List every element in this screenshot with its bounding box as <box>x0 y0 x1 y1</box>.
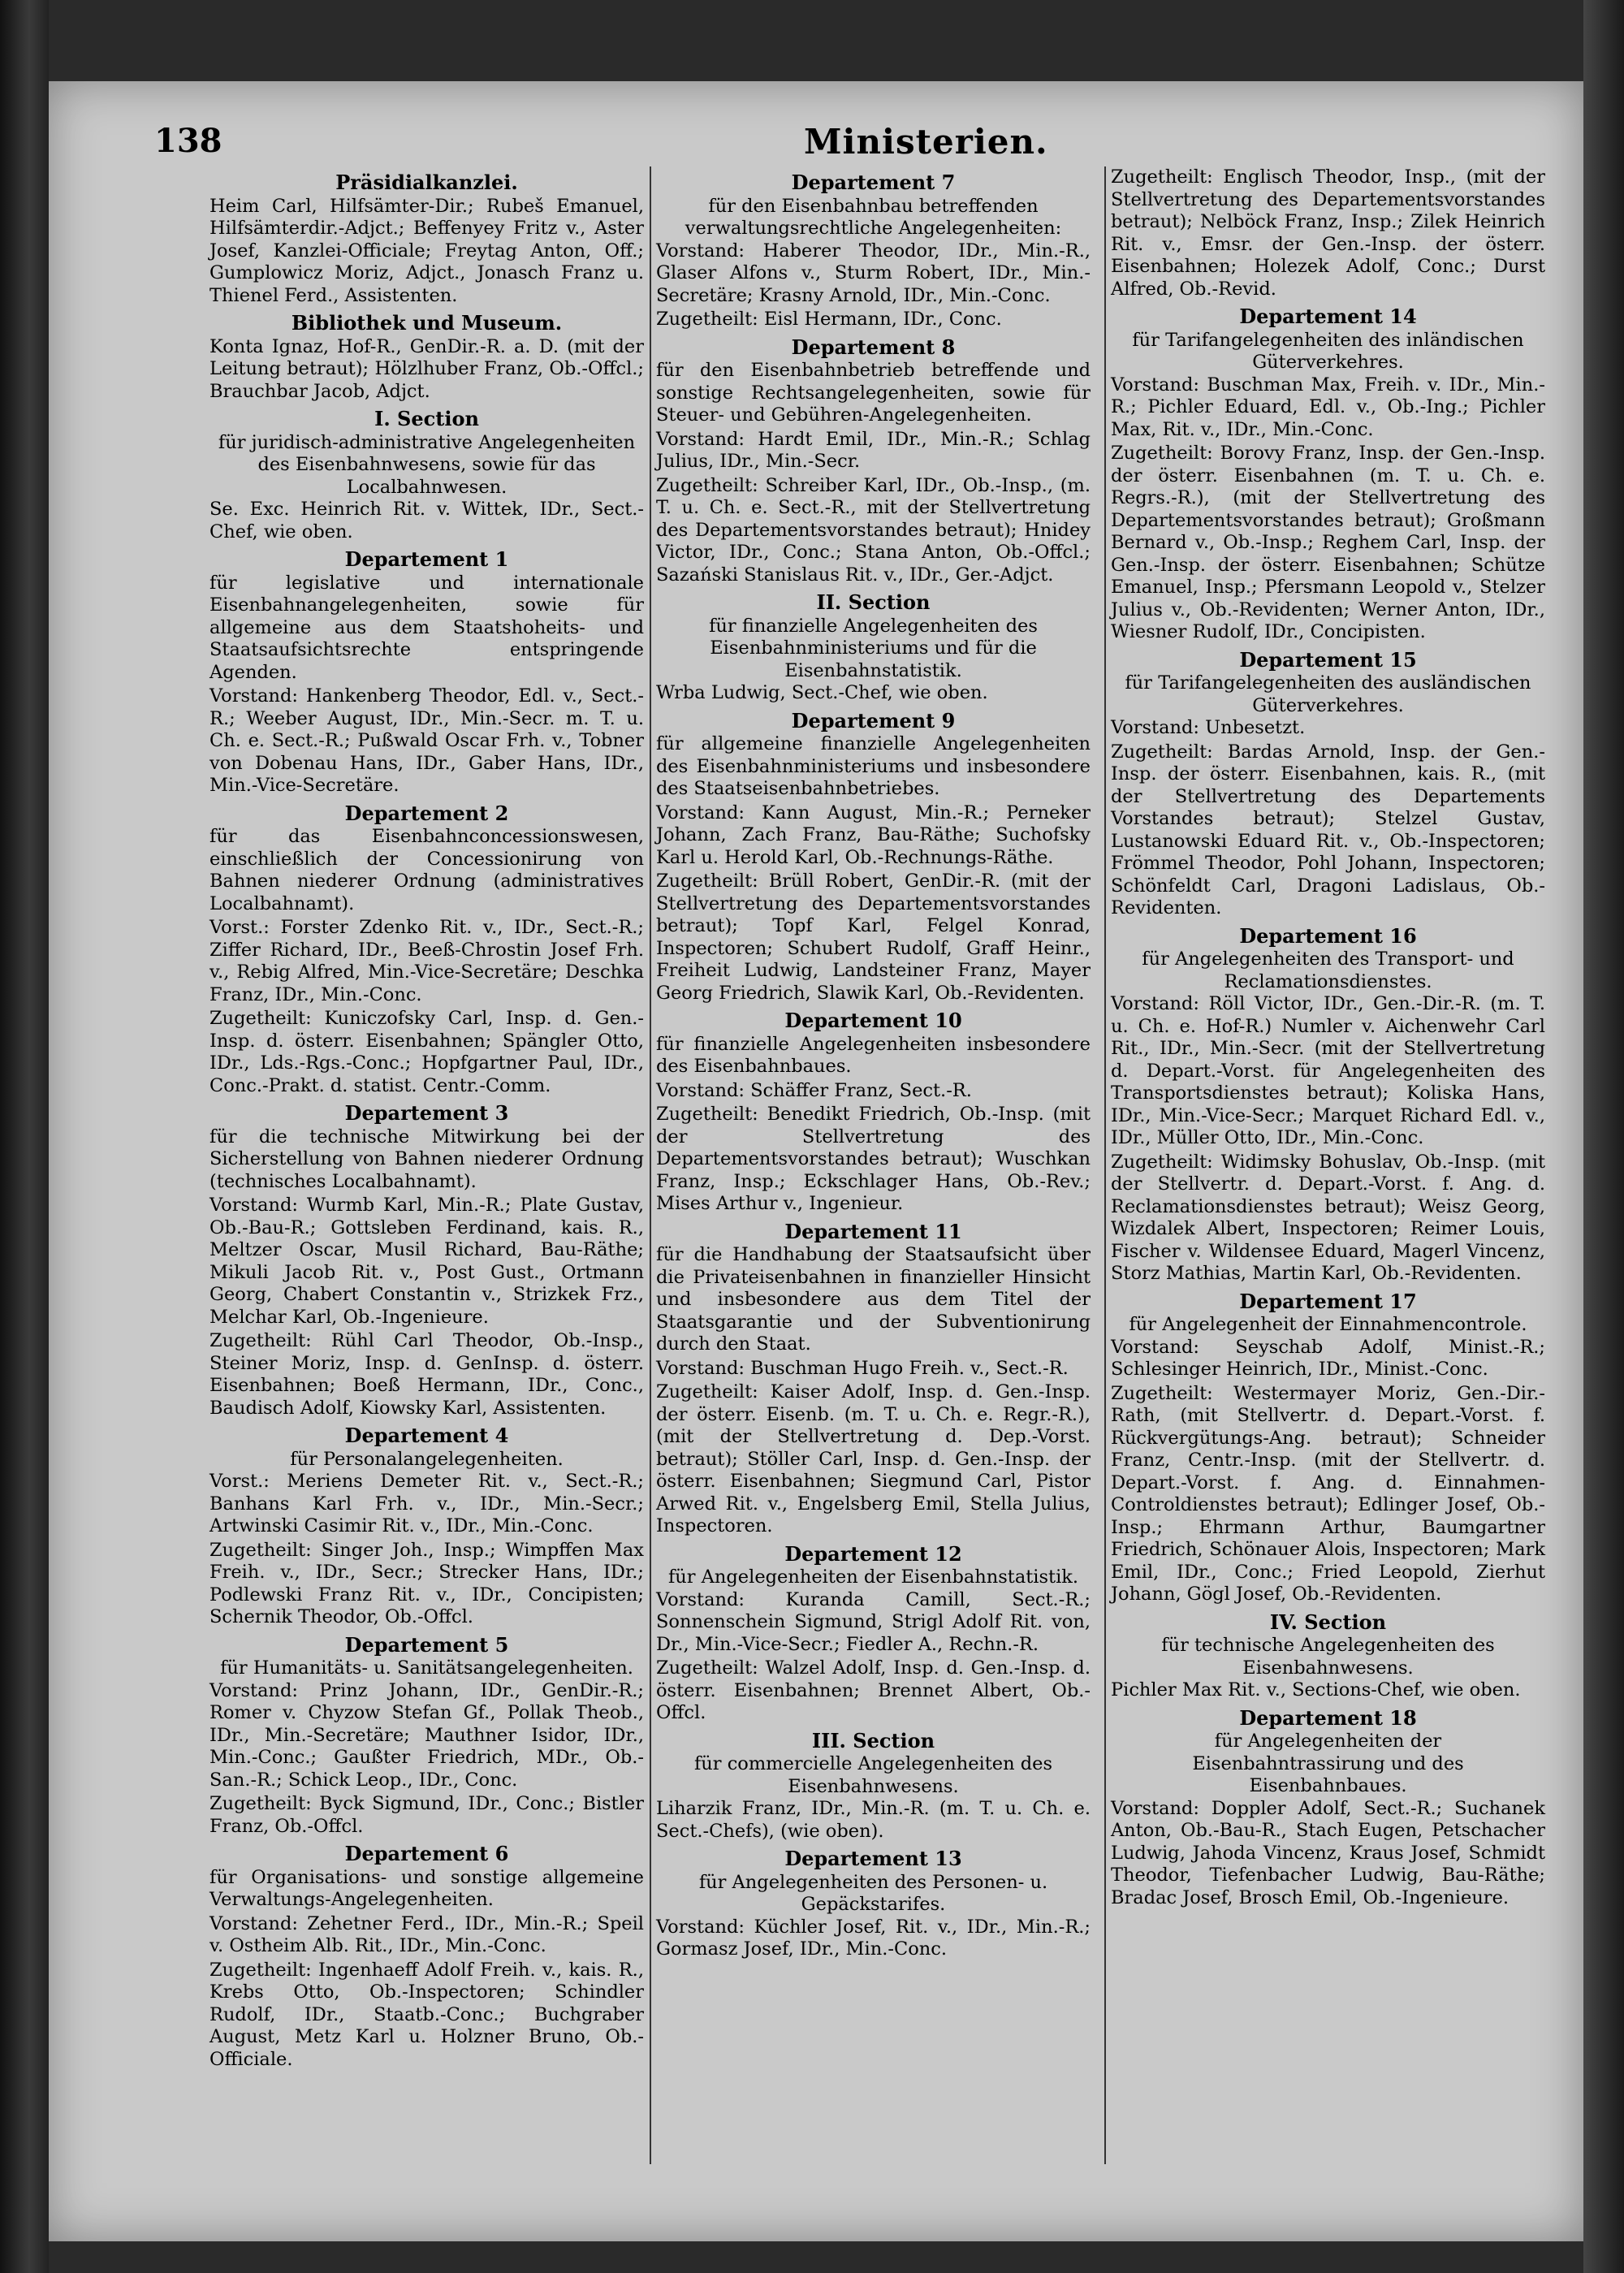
entry-paragraph: Vorstand: Prinz Johann, IDr., GenDir.-R.; Romer v. Chyzow Stefan Gf., Pollak Theob., IDr., Min.-Secretäre; Mauthner Isidor, IDr., Min.-Conc.; Gaußter Friedrich, MDr., Ob.-San.-R.; Schick Leop., IDr., Conc. <box>209 1679 644 1791</box>
entry-paragraph: Vorstand: Zehetner Ferd., IDr., Min.-R.; Speil v. Ostheim Alb. Rit., IDr., Min.-Conc. <box>209 1912 644 1956</box>
entry-paragraph: Zugetheilt: Benedikt Friedrich, Ob.-Insp. (mit der Stellvertretung des Departementsvorstandes betraut); Wuschkan Franz, Insp.; Eckschlager Hans, Ob.-Rev.; Mises Arthur v., Ingenieur. <box>656 1104 1091 1214</box>
entry-paragraph: für legislative und internationale Eisenbahnangelegenheiten, sowie für allgemeine aus dem Staatshoheits- und Staatsaufsichtsrechte entspringende Agenden. <box>209 572 644 683</box>
section-heading: IV. Section <box>1269 1610 1387 1634</box>
entry-paragraph: Vorstand: Kann August, Min.-R.; Perneker Johann, Zach Franz, Bau-Räthe; Suchofsky Karl u. Herold Karl, Ob.-Rechnungs-Räthe. <box>656 802 1091 868</box>
entry-paragraph: Zugetheilt: Kuniczofsky Carl, Insp. d. Gen.-Insp. d. österr. Eisenbahnen; Spängler Otto, IDr., Lds.-Rgs.-Conc.; Hopfgartner Paul, IDr., Conc.-Prakt. d. statist. Centr.-Comm. <box>209 1008 644 1096</box>
page-edge <box>1583 0 1624 2273</box>
entry-paragraph: für allgemeine finanzielle Angelegenheiten des Eisenbahnministeriums und insbesondere des Staatseisenbahnbetriebes. <box>656 733 1091 799</box>
section-heading: Departement 1 <box>344 547 509 571</box>
entry-paragraph: Zugetheilt: Rühl Carl Theodor, Ob.-Insp., Steiner Moriz, Insp. d. GenInsp. d. österr. Eisenbahnen; Boeß Hermann, IDr., Conc., Baudisch Adolf, Kiowsky Karl, Assistenten. <box>209 1330 644 1419</box>
section-subtitle: für Tarifangelegenheiten des ausländischen Güterverkehres. <box>1125 672 1531 716</box>
section-heading: Departement 6 <box>344 1842 509 1865</box>
column-1 <box>209 166 644 2071</box>
section-subtitle: für Angelegenheiten des Transport- und Reclamationsdienstes. <box>1142 949 1514 992</box>
section-subtitle: für Angelegenheit der Einnahmencontrole. <box>1129 1314 1527 1335</box>
section-heading: Departement 7 <box>791 171 956 194</box>
entry-paragraph: Zugetheilt: Kaiser Adolf, Insp. d. Gen.-Insp. der österr. Eisenb. (m. T. u. Ch. e. Regr.-R.), (mit der Stellvertretung d. Dep.-Vorst. betraut); Stöller Carl, Insp. d. Gen.-Insp. der österr. Eisenbahnen; Siegmund Carl, Pistor Arwed Rit. v., Engelsberg Emil, Stella Julius, Inspectoren. <box>656 1381 1091 1536</box>
entry-paragraph: Heim Carl, Hilfsämter-Dir.; Rubeš Emanuel, Hilfsämterdir.-Adjct.; Beffenyey Fritz v., Aster Josef, Kanzlei-Officiale; Freytag Anton, Off.; Gumplowicz Moriz, Adjct., Jonasch Franz u. Thienel Ferd., Assistenten. <box>209 195 644 306</box>
running-head: Ministerien. <box>804 122 1048 162</box>
section-subtitle: für Angelegenheiten der Eisenbahnstatistik. <box>667 1566 1079 1588</box>
entry-paragraph: Vorstand: Röll Victor, IDr., Gen.-Dir.-R. (m. T. u. Ch. e. Hof-R.) Numler v. Aichenwehr Carl Rit., IDr., Min.-Secr. (mit der Stellvertretung d. Depart.-Vorst. für Angelegenheiten des Transportsdienstes betraut); Koliska Hans, IDr., Min.-Vice-Secr.; Marquet Richard Edl. v., IDr., Müller Otto, IDr., Min.-Conc. <box>1111 993 1545 1148</box>
section-subtitle: für commercielle Angelegenheiten des Eisenbahnwesens. <box>693 1753 1053 1797</box>
entry-paragraph: Zugetheilt: Brüll Robert, GenDir.-R. (mit der Stellvertretung des Departementsvorstandes betraut); Topf Karl, Felgel Konrad, Inspectoren; Schubert Rudolf, Graff Heinr., Freiheit Ludwig, Landsteiner Franz, Mayer Georg Friedrich, Slawik Karl, Ob.-Revidenten. <box>656 871 1091 1004</box>
section-heading: III. Section <box>811 1728 935 1752</box>
entry-paragraph: Vorstand: Schäffer Franz, Sect.-R. <box>656 1079 972 1101</box>
entry-paragraph: Zugetheilt: Walzel Adolf, Insp. d. Gen.-Insp. d. österr. Eisenbahnen; Brennet Albert, Ob.-Offcl. <box>656 1657 1091 1723</box>
entry-paragraph: Vorstand: Kuranda Camill, Sect.-R.; Sonnenschein Sigmund, Strigl Adolf Rit. von, Dr., Min.-Vice-Secr.; Fiedler A., Rechn.-R. <box>656 1588 1091 1655</box>
entry-paragraph: Zugetheilt: Westermayer Moriz, Gen.-Dir.-Rath, (mit Stellvertr. d. Depart.-Vorst. f. Rückvergütungs-Ang. betraut); Schneider Franz, Centr.-Insp. (mit der Stellvertr. d. Depart.-Vorst. f. Ang. d. Einnahmen-Controldienstes betraut); Edlinger Josef, Ob.-Insp.; Ehrmann Arthur, Baumgartner Friedrich, Schönauer Alois, Inspectoren; Mark Emil, IDr., Conc.; Fried Leopold, Zierhut Johann, Gögl Josef, Ob.-Revidenten. <box>1111 1382 1545 1605</box>
section-heading: Departement 4 <box>344 1424 509 1447</box>
column-2 <box>656 166 1091 1961</box>
entry-paragraph: Liharzik Franz, IDr., Min.-R. (m. T. u. Ch. e. Sect.-Chefs), (wie oben). <box>656 1798 1091 1842</box>
entry-paragraph: Zugetheilt: Widimsky Bohuslav, Ob.-Insp. (mit der Stellvertr. d. Depart.-Vorst. f. Ang. d. Reclamationsdienstes betraut); Weisz Georg, Wizdalek Albert, Inspectoren; Reimer Louis, Fischer v. Wildensee Eduard, Magerl Vincenz, Storz Mathias, Martin Karl, Ob.-Revidenten. <box>1111 1151 1545 1284</box>
entry-paragraph: für die Handhabung der Staatsaufsicht über die Privateisenbahnen in finanzieller Hinsicht und insbesondere aus dem Titel der Staatsgarantie und der Subventionirung durch den Staat. <box>656 1244 1091 1355</box>
entry-paragraph: Vorst.: Forster Zdenko Rit. v., IDr., Sect.-R.; Ziffer Richard, IDr., Beeß-Chrostin Josef Frh. v., Rebig Alfred, Min.-Vice-Secretäre; Deschka Franz, IDr., Min.-Conc. <box>209 917 644 1005</box>
page-number: 138 <box>154 122 222 160</box>
entry-paragraph: für die technische Mitwirkung bei der Sicherstellung von Bahnen niederer Ordnung (technisches Localbahnamt). <box>209 1126 644 1192</box>
section-subtitle: für Humanitäts- u. Sanitätsangelegenheiten. <box>220 1657 633 1679</box>
entry-paragraph: Vorstand: Hankenberg Theodor, Edl. v., Sect.-R.; Weeber August, IDr., Min.-Secr. m. T. u. Ch. e. Sect.-R.; Pußwald Oscar Frh. v., Tobner von Dobenau Hans, IDr., Gaber Hans, IDr., Min.-Vice-Secretäre. <box>209 685 644 796</box>
section-subtitle: für den Eisenbahnbau betreffenden verwaltungsrechtliche Angelegenheiten: <box>685 195 1062 239</box>
column-rule-1 <box>650 166 651 2164</box>
entry-paragraph: Vorst.: Meriens Demeter Rit. v., Sect.-R.; Banhans Karl Frh. v., IDr., Min.-Secr.; Artwinski Casimir Rit. v., IDr., Min.-Conc. <box>209 1471 644 1536</box>
entry-paragraph: Pichler Max Rit. v., Sections-Chef, wie oben. <box>1111 1679 1521 1700</box>
entry-paragraph: Se. Exc. Heinrich Rit. v. Wittek, IDr., Sect.-Chef, wie oben. <box>209 499 644 542</box>
entry-paragraph: für das Eisenbahnconcessionswesen, einschließlich der Concessionirung von Bahnen niederer Ordnung (administratives Localbahnamt). <box>209 826 644 914</box>
entry-paragraph: für den Eisenbahnbetrieb betreffende und sonstige Rechtsangelegenheiten, sowie für Steuer- und Gebühren-Angelegenheiten. <box>656 360 1091 426</box>
book-binding <box>0 0 49 2273</box>
section-heading: Departement 5 <box>344 1632 509 1657</box>
entry-paragraph: Zugetheilt: Bardas Arnold, Insp. der Gen.-Insp. der österr. Eisenbahnen, kais. R., (mit der Stellvertretung des Departements Vorstandes betraut); Stelzel Gustav, Lustanowski Eduard Rit. v., Ob.-Inspectoren; Frömmel Theodor, Pohl Johann, Inspectoren; Schönfeldt Carl, Dragoni Ladislaus, Ob.-Revidenten. <box>1111 741 1545 918</box>
section-subtitle: für finanzielle Angelegenheiten des Eisenbahnministeriums und für die Eisenbahnstatistik. <box>709 615 1038 681</box>
entry-paragraph: Zugetheilt: Schreiber Karl, IDr., Ob.-Insp., (m. T. u. Ch. e. Sect.-R., mit der Stellvertretung des Departementsvorstandes betraut); Hnidey Victor, IDr., Conc.; Stana Anton, Ob.-Offcl.; Sazański Stanislaus Rit. v., IDr., Ger.-Adjct. <box>656 474 1091 586</box>
section-subtitle: für Angelegenheiten der Eisenbahntrassirung und des Eisenbahnbaues. <box>1192 1731 1464 1796</box>
section-subtitle: für Tarifangelegenheiten des inländischen Güterverkehres. <box>1132 329 1524 373</box>
entry-paragraph: Vorstand: Buschman Max, Freih. v. IDr., Min.-R.; Pichler Eduard, Edl. v., Ob.-Ing.; Pichler Max, Rit. v., IDr., Min.-Conc. <box>1111 374 1545 440</box>
section-subtitle: für Personalangelegenheiten. <box>290 1448 564 1470</box>
section-heading: Departement 15 <box>1239 647 1417 672</box>
section-heading: Departement 13 <box>784 1847 962 1870</box>
section-heading: Departement 3 <box>344 1101 509 1125</box>
column-3 <box>1111 166 1545 1909</box>
entry-paragraph: Konta Ignaz, Hof-R., GenDir.-R. a. D. (mit der Leitung betraut); Hölzlhuber Franz, Ob.-Offcl.; Brauchbar Jacob, Adjct. <box>209 335 644 402</box>
section-heading: Bibliothek und Museum. <box>291 311 563 335</box>
section-heading: Departement 10 <box>784 1009 962 1032</box>
entry-paragraph: Vorstand: Doppler Adolf, Sect.-R.; Suchanek Anton, Ob.-Bau-R., Stach Eugen, Petschacher Ludwig, Jahoda Vincenz, Kraus Josef, Schmidt Theodor, Tiefenbacher Ludwig, Bau-Räthe; Bradac Josef, Brosch Emil, Ob.-Ingenieure. <box>1111 1797 1545 1908</box>
section-heading: I. Section <box>374 407 479 430</box>
entry-paragraph: für finanzielle Angelegenheiten insbesondere des Eisenbahnbaues. <box>656 1033 1091 1077</box>
entry-paragraph: Zugetheilt: Borovy Franz, Insp. der Gen.-Insp. der österr. Eisenbahnen (m. T. u. Ch. e. Regrs.-R.), (mit der Stellvertretung des Departementsvorstandes betraut); Großmann Bernard v., Ob.-Insp.; Reghem Carl, Insp. der Gen.-Insp. der österr. Eisenbahnen; Schütze Emanuel, Insp.; Pfersmann Leopold v., Stelzer Julius v., Ob.-Revidenten; Werner Anton, IDr., Wiesner Rudolf, IDr., Concipisten. <box>1111 443 1545 642</box>
entry-paragraph: Zugetheilt: Byck Sigmund, IDr., Conc.; Bistler Franz, Ob.-Offcl. <box>209 1793 644 1837</box>
entry-paragraph: Vorstand: Buschman Hugo Freih. v., Sect.-R. <box>656 1357 1069 1379</box>
entry-paragraph: Vorstand: Haberer Theodor, IDr., Min.-R., Glaser Alfons v., Sturm Robert, IDr., Min.-Secretäre; Krasny Arnold, IDr., Min.-Conc. <box>656 240 1091 306</box>
section-subtitle: für technische Angelegenheiten des Eisenbahnwesens. <box>1161 1635 1495 1679</box>
column-rule-2 <box>1104 166 1106 2164</box>
entry-paragraph: Vorstand: Hardt Emil, IDr., Min.-R.; Schlag Julius, IDr., Min.-Secr. <box>656 428 1091 472</box>
section-heading: Departement 2 <box>344 801 509 825</box>
section-heading: Departement 17 <box>1239 1289 1417 1313</box>
section-heading: Präsidialkanzlei. <box>335 171 518 194</box>
entry-paragraph: Zugetheilt: Singer Joh., Insp.; Wimpffen Max Freih. v., IDr., Secr.; Strecker Hans, IDr.; Podlewski Franz Rit. v., IDr., Concipisten; Schernik Theodor, Ob.-Offcl. <box>209 1539 644 1627</box>
section-heading: Departement 8 <box>791 335 956 359</box>
entry-paragraph: Vorstand: Wurmb Karl, Min.-R.; Plate Gustav, Ob.-Bau-R.; Gottsleben Ferdinand, kais. R., Meltzer Oscar, Musil Richard, Bau-Räthe; Mikuli Jacob Rit. v., Post Gust., Ortmann Georg, Chabert Constantin v., Strizkek Frz., Melchar Karl, Ob.-Ingenieure. <box>209 1195 644 1328</box>
entry-paragraph: Vorstand: Unbesetzt. <box>1111 717 1306 738</box>
section-heading: Departement 16 <box>1239 923 1417 948</box>
entry-paragraph: Zugetheilt: Ingenhaeff Adolf Freih. v., kais. R., Krebs Otto, Ob.-Inspectoren; Schindler Rudolf, IDr., Staatb.-Conc.; Buchgraber August, Metz Karl u. Holzner Bruno, Ob.-Officiale. <box>209 1959 644 2070</box>
entry-paragraph: Zugetheilt: Englisch Theodor, Insp., (mit der Stellvertretung des Departementsvorstandes betraut); Nelböck Franz, Insp.; Zilek Heinrich Rit. v., Emsr. der Gen.-Insp. der österr. Eisenbahnen; Holezek Adolf, Conc.; Durst Alfred, Ob.-Revid. <box>1111 166 1545 300</box>
section-heading: Departement 11 <box>784 1219 962 1243</box>
section-subtitle: für juridisch-administrative Angelegenheiten des Eisenbahnwesens, sowie für das Localbahnwesen. <box>218 431 636 498</box>
entry-paragraph: für Organisations- und sonstige allgemeine Verwaltungs-Angelegenheiten. <box>209 1866 644 1910</box>
section-heading: Departement 18 <box>1239 1705 1417 1730</box>
section-heading: Departement 14 <box>1239 305 1417 328</box>
entry-paragraph: Vorstand: Seyschab Adolf, Minist.-R.; Schlesinger Heinrich, IDr., Minist.-Conc. <box>1111 1336 1545 1380</box>
section-heading: Departement 12 <box>784 1541 962 1566</box>
entry-paragraph: Zugetheilt: Eisl Hermann, IDr., Conc. <box>656 309 1002 330</box>
entry-paragraph: Wrba Ludwig, Sect.-Chef, wie oben. <box>656 682 988 703</box>
section-subtitle: für Angelegenheiten des Personen- u. Gepäckstarifes. <box>698 1871 1048 1915</box>
section-heading: Departement 9 <box>791 708 956 732</box>
section-heading: II. Section <box>816 590 931 614</box>
entry-paragraph: Vorstand: Küchler Josef, Rit. v., IDr., Min.-R.; Gormasz Josef, IDr., Min.-Conc. <box>656 1916 1091 1960</box>
